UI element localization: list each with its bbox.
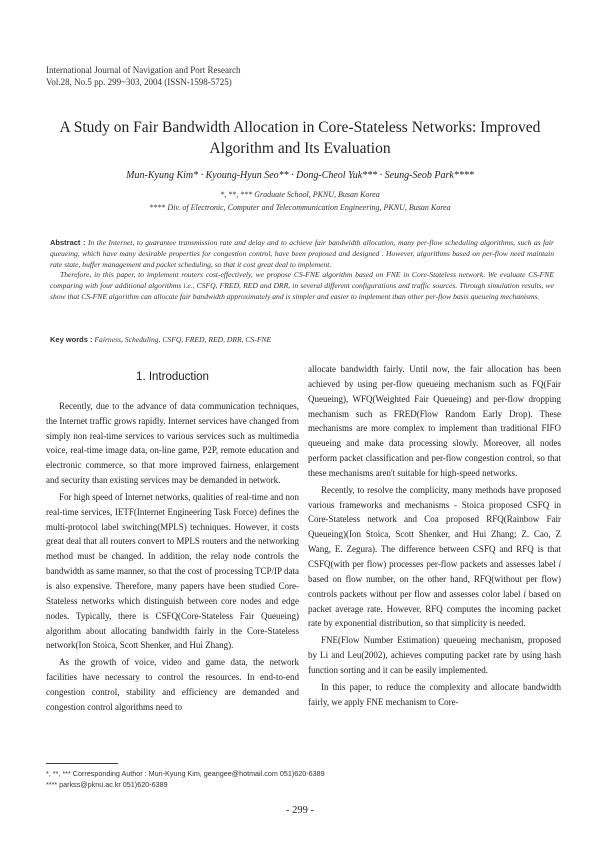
- section-heading: 1. Introduction: [136, 371, 209, 383]
- title-line-1: A Study on Fair Bandwidth Allocation in Core-Stateless Networks: Improved: [59, 119, 541, 136]
- p5-text-a: Recently, to resolve the complicity, many methods have proposed various frameworks and mechanisms - Stoica proposed CSFQ in Core-Stateless network and Coa proposed RFQ(Rainbow Fair Queueing)(Ion Stoica, Scott Shenker, and Hui Zhang; Z. Cao, Z Wang, E. Zegura). The difference between CSFQ and RFQ is that CSFQ(with per flow) processes per-flow packets and assesses label: [308, 484, 561, 569]
- author-list: Mun-Kyung Kim* · Kyoung-Hyun Seo** · Dong-Cheol Yuk*** · Seung-Seob Park****: [126, 170, 474, 181]
- journal-header: [46, 64, 240, 88]
- p5-text-c: based on packet average rate. However, RFQ computes the incoming packet rate by exponential distribution, so that simplicity is needed.: [308, 588, 562, 629]
- footnote-2: **** parkss@pknu.ac.kr 051)620-6389: [46, 780, 168, 789]
- journal-name: International Journal of Navigation and Port Research: [46, 65, 241, 75]
- affiliation-1: *, **, *** Graduate School, PKNU, Busan Korea: [220, 190, 380, 199]
- footnote-1: *, **, *** Corresponding Author : Mun-Kyung Kim, geangee@hotmail.com 051)620-6389: [46, 769, 325, 778]
- label-variable-i: i: [558, 558, 561, 569]
- label-variable-i-2: i: [523, 588, 526, 599]
- intro-paragraph-6: FNE(Flow Number Estimation) queueing mechanism, proposed by Li and Leu(2002), achieves computing packet rate by using hash function sorting and it can be easily implemented.: [308, 635, 561, 675]
- title-line-2: Algorithm and Its Evaluation: [209, 140, 391, 157]
- abstract-paragraph-1: In the Internet, to guarantee transmission rate and delay and to achieve fair bandwidth allocation, many per-flow scheduling algorithms, such as fair queueing, which have many desirable properties for congestion control, have been proposed and designed . However, algorithms based on per-flow need maintain rate state, buffer management and packet scheduling, so that it cost great deal to implement.: [50, 238, 555, 269]
- intro-paragraph-7: In this paper, to reduce the complexity and allocate bandwidth fairly, we apply FNE mechanism to Core-: [308, 681, 561, 707]
- intro-paragraph-4: allocate bandwidth fairly. Until now, the fair allocation has been achieved by using per-flow queueing mechanism such as FQ(Fair Queueing), WFQ(Weighted Fair Queueing) and per-flow dropping mechanism such as FRED(Flow Random Early Drop). These mechanisms are more complex to implement than traditional FIFO queueing and make data processing slowly. Moreover, all nodes perform packet classification and per-flow congestion control, so that these mechanisms aren't suitable for high-speed networks.: [308, 364, 561, 478]
- abstract-paragraph-2: Therefore, in this paper, to implement routers cost-effectively, we propose CS-FNE algorithm based on FNE in Core-Stateless network. We evaluate CS-FNE comparing with four additional algorithms i.e., CSFQ, FRED, RED and DRR, in several different configurations and traffic sources. Through simulation results, we show that CS-FNE algorithm can allocate fair bandwidth approximately and is simpler and easier to implement than other per-flow basis queueing mechanisms.: [50, 270, 554, 301]
- column-right: [308, 362, 561, 709]
- paper-title: [40, 117, 560, 159]
- intro-paragraph-2: For high speed of Internet networks, qualities of real-time and non real-time services, IETF(Internet Engineering Task Force) defines the multi-protocol label switching(MPLS) techniques. However, it costs great deal that all routers convert to MPLS routers and the networking method must be changed. In addition, the relay node controls the bandwidth as same manner, so that the cost of processing TCP/IP data is also expensive. Therefore, many papers have been studied Core-Stateless networks which distinguish between core nodes and edge nodes. Typically, there is CSFQ(Core-Stateless Fair Queueing) algorithm about allocating bandwidth fairly in the Core-Stateless network(Ion Stoica, Scott Shenker, and Hui Zhang).: [46, 491, 299, 651]
- affiliation-2: **** Div. of Electronic, Computer and Telecommunication Engineering, PKNU, Busan Korea: [149, 203, 451, 212]
- keywords-text: Fairness, Scheduling, CSFQ, FRED, RED, DRR, CS-FNE: [94, 335, 272, 344]
- footnote-rule: [46, 763, 118, 764]
- abstract-label: Abstract :: [50, 238, 86, 247]
- abstract: [50, 238, 554, 303]
- intro-paragraph-3: As the growth of voice, video and game data, the network facilities have necessary to control the resources. In end-to-end congestion control, stability and efficiency are demanded and congestion control algorithms need to: [46, 657, 299, 712]
- keywords-label: Key words :: [50, 335, 93, 344]
- page-number: - 299 -: [286, 805, 314, 816]
- column-left: [46, 362, 299, 715]
- intro-paragraph-1: Recently, due to the advance of data communication techniques, the Internet traffic grows rapidly. Internet services have changed from simply non real-time services to various services such as multimedia voice, real-time image data, on-line game, P2P, remote education and electronic commerce, so that more improved fairness, enlargement and security than existing services may be demanded in network.: [46, 400, 299, 486]
- p5-text-b: based on flow number, on the other hand, RFQ(without per flow) controls packets without per flow and assesses color label: [308, 573, 561, 599]
- journal-volume: Vol.28, No.5 pp. 299~303, 2004 (ISSN-1598-5725): [46, 77, 232, 87]
- keywords: [50, 335, 554, 345]
- intro-paragraph-5: [308, 483, 561, 631]
